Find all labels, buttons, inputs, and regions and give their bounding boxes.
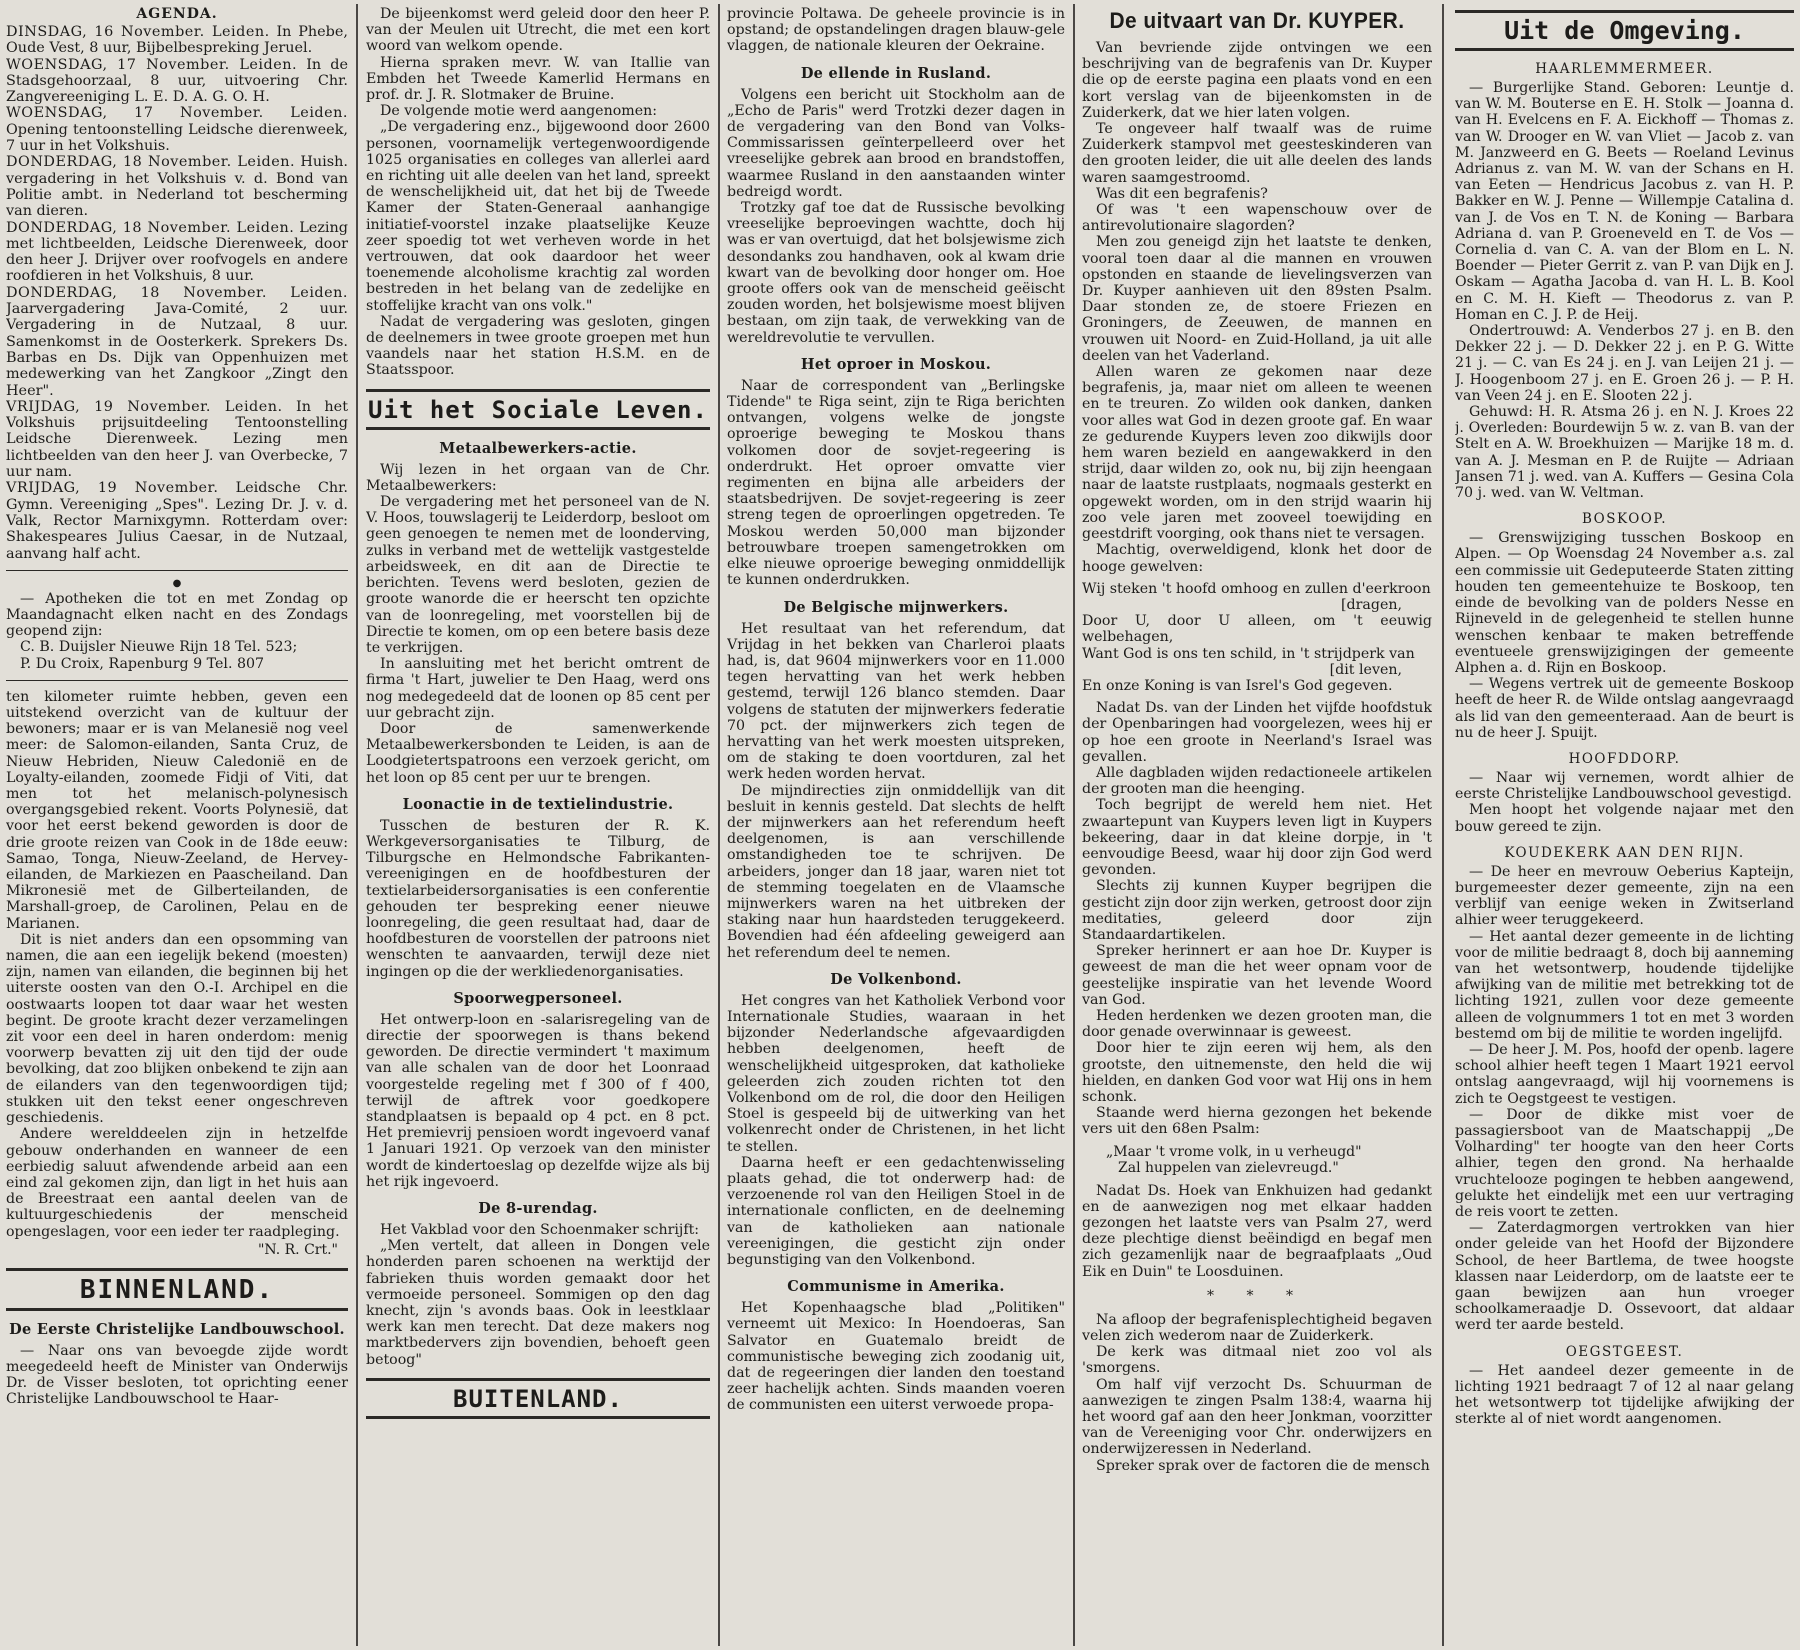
- place-heading: BOSKOOP.: [1582, 511, 1667, 528]
- article-paragraph: Naar de correspondent van „Berlingske Tidende" te Riga seint, zijn te Riga berichten ontvangen, volgens welke de jongste oproerige beweging te Moskou thans volkomen door de sovjet-regeering is onderdrukt. Het oproer omvatte vier regimenten en bijna alle arbeiders der staatsbedrijven. De sovjet-regeering is zeer streng tegen de oproerlingen opgetreden. Te Moskou werden 50,000 man bijzonder betrouwbare troepen samengetrokken om elke nieuwe oproerige beweging onmiddellijk te kunnen onderdrukken.: [727, 377, 1065, 589]
- agenda-item: DINSDAG, 16 November. Leiden. In Phebe, Oude Vest, 8 uur, Bijbelbespreking Jeruel.: [6, 24, 348, 57]
- agenda-item: VRIJDAG, 19 November. Leiden. In het Volkshuis prijsuitdeeling Tentoonstelling Leidsche Dierenweek. Lezing men lichtbeelden van den heer J. van Overbecke, 7 uur nam.: [6, 398, 348, 481]
- article-heading: Spoorwegpersoneel.: [453, 989, 623, 1007]
- article-paragraph: Het congres van het Katholiek Verbond voor Internationale Studies, waaraan in het bijzonder Nederlandsche afgevaardigden hebben deelgenomen, heeft de wenschelijkheid uitgesproken, dat katholieke geleerden zich zouden richten tot den Volkenbond om de rol, die door den Heiligen Stoel is gespeeld bij de uitwerking van het volkenrecht onder de Christenen, in het licht te stellen.: [727, 992, 1065, 1155]
- place-heading: OEGSTGEEST.: [1565, 1343, 1684, 1360]
- psalm-verse: Wij steken 't hoofd omhoog en zullen d'eerkroon: [1082, 580, 1431, 597]
- article-paragraph: Nadat Ds. van der Linden het vijfde hoofdstuk der Openbaringen had voorgelezen, wees hij er op hoe een groote in Neerland's Israel was gevallen.: [1082, 700, 1432, 765]
- article-paragraph: Slechts zij kunnen Kuyper begrijpen die gesticht zijn door zijn werken, getroost door zijn meditaties, geleerd door zijn Standaardartikelen.: [1082, 878, 1432, 943]
- bullet-dot-icon: ●: [172, 577, 182, 589]
- agenda-list: [6, 24, 348, 562]
- psalm-verse: Want God is ons ten schild, in 't strijdperk van: [1082, 645, 1415, 662]
- article-paragraph: „Men vertelt, dat alleen in Dongen vele honderden paren schoenen na werktijd der fabrieken thuis worden gemaakt door het vermoeide personeel. Sommigen op den dag knecht, zijn 's avonds baas. Ook in leestklaar werk kan men terecht. Dat deze makers nog marktbedervers zijn bovendien, behoeft geen betoog": [366, 1238, 710, 1368]
- article-paragraph: De volgende motie werd aangenomen:: [380, 103, 658, 120]
- article-paragraph: Door de samenwerkende Metaalbewerkersbonden te Leiden, is aan de Loodgietertspatroons een verzoek gericht, om het loon op 85 cent per uur te brengen.: [366, 720, 710, 786]
- section-stars: * * *: [1207, 1287, 1307, 1304]
- agenda-item: WOENSDAG, 17 November. Leiden. Opening tentoonstelling Leidsche dierenweek, 7 uur in het Volkshuis.: [6, 105, 348, 155]
- article-paragraph: Allen waren ze gekomen naar deze begrafenis, ja, maar niet om alleen te weenen en te treuren. Zo wilden ook danken, danken voor alles wat God in dezen groote gaf. En waar ze gedurende Kuypers leven zoo dikwijls door hem waren bezield en aangewakkerd in den strijd, daar wilden zo, ook nu, bij zijn heengaan naar de laatste rustplaats, nogmaals gesterkt en opgewekt worden, om in den strijd waarin hij zoo vele jaren met zooveel toewijding en geestdrift voorging, ook thans niet te versagen.: [1082, 364, 1432, 543]
- column-1: [6, 6, 348, 1644]
- article-heading: Het oproer in Moskou.: [800, 355, 992, 373]
- article-paragraph: Te ongeveer half twaalf was de ruime Zuiderkerk stampvol met geesteskinderen van den grooten leider, die uit alle deelen des lands waren saamgestroomd.: [1082, 121, 1432, 186]
- article-paragraph: Spreker herinnert er aan hoe Dr. Kuyper is geweest de man die het weer opnam voor de geestelijke inspiratie van het levende Woord van God.: [1082, 943, 1432, 1008]
- place-heading: HAARLEMMERMEER.: [1535, 61, 1714, 77]
- article-paragraph: — Het aandeel dezer gemeente in de lichting 1921 bedraagt 7 of 12 al naar gelang het wetsontwerp tot tijdelijke afwijking der sterkte al of niet wordt aangenomen.: [1455, 1362, 1794, 1428]
- psalm-verse: [dragen,: [1341, 596, 1402, 613]
- column-rule: [1073, 4, 1075, 1646]
- place-heading: KOUDEKERK AAN DEN RIJN.: [1504, 844, 1745, 861]
- section-banner-sociale-leven: Uit het Sociale Leven.: [366, 389, 710, 430]
- column-rule: [1442, 4, 1444, 1646]
- agenda-item: VRIJDAG, 19 November. Leidsche Chr. Gymn. Vereeniging „Spes". Lezing Dr. J. v. d. Valk, Rector Marnixgymn. Rotterdam over: Shakespeares Julius Caesar, in de Nutzaal, aanvang half acht.: [6, 480, 348, 562]
- agenda-item: DONDERDAG, 18 November. Leiden. Huish. vergadering in het Volkshuis v. d. Bond van Politie ambt. in Nederland tot bescherming van dieren.: [6, 154, 348, 220]
- article-paragraph: In aansluiting met het bericht omtrent de firma 't Hart, juwelier te Den Haag, werd ons nog medegedeeld dat de loonen op 85 cent per uur gebracht zijn.: [366, 656, 710, 721]
- apotheken-notice: — Apotheken die tot en met Zondag op Maandagnacht elken nacht en des Zondags geopend zijn:: [6, 590, 348, 640]
- article-heading: De Volkenbond.: [830, 970, 962, 988]
- agenda-item: DONDERDAG, 18 November. Leiden. Lezing met lichtbeelden, Leidsche Dierenweek, door den heer J. Drijver over roofvogels en andere roofdieren in het Volkshuis, 8 uur.: [6, 219, 348, 285]
- article-paragraph: Van bevriende zijde ontvingen we een beschrijving van de begrafenis van Dr. Kuyper die op de eerste pagina een plaats vond en een kort verslag van de bijeenkomsten in de Zuiderkerk, dat we hier laten volgen.: [1082, 40, 1432, 121]
- article-paragraph: Het Vakblad voor den Schoenmaker schrijft:: [380, 1222, 700, 1238]
- article-paragraph: Alle dagbladen wijden redactioneele artikelen der grooten man die heenging.: [1082, 764, 1432, 798]
- article-paragraph: Men hoopt het volgende najaar met den bouw gereed te zijn.: [1455, 802, 1794, 835]
- apotheek-line: P. Du Croix, Rapenburg 9 Tel. 807: [20, 655, 265, 672]
- article-paragraph: Het ontwerp-loon en -salarisregeling van de directie der spoorwegen is thans bekend geworden. De directie vermindert 't maximum van alle schalen van de door het Loonraad voorgestelde regeling met f 300 of f 400, terwijl de aftrek voor goedkopere standplaatsen is bepaald op 4 pct. en 8 pct. Het premievrij pensioen wordt ingevoerd vanaf 1 Januari 1921. Op verzoek van den minister wordt de kindertoeslag op dezelfde wijze als bij het rijk ingevoerd.: [366, 1011, 710, 1190]
- article-paragraph: — Zaterdagmorgen vertrokken van hier onder geleide van het Hoofd der Bijzondere School, de heer Bartlema, de twee hoogste klassen naar Leiderdorp, om de laatste eer te gaan bewijzen aan hun vroeger schoolkameraadje D. Ossevoort, dat aldaar werd ter aarde besteld.: [1455, 1220, 1794, 1334]
- article-title-uitvaart: De uitvaart van Dr. KUYPER.: [1109, 8, 1405, 33]
- article-paragraph: Hierna spraken mevr. W. van Itallie van Embden het Tweede Kamerlid Hermans en prof. dr. J. R. Slotmaker de Bruine.: [366, 54, 710, 104]
- article-heading: De Eerste Christelijke Landbouwschool.: [9, 1320, 345, 1338]
- article-heading: De 8-urendag.: [478, 1200, 598, 1217]
- article-paragraph: provincie Poltawa. De geheele provincie is in opstand; de opstandelingen dragen blauw-gele vlaggen, de nationale kleuren der Oekraine.: [727, 6, 1065, 55]
- apotheek-line: C. B. Duijsler Nieuwe Rijn 18 Tel. 523;: [20, 639, 298, 656]
- article-paragraph: Men zou geneigd zijn het laatste te denken, vooral toen daar al die mannen en vrouwen opstonden en staande de lievelingsverzen van Dr. Kuyper aanhieven uit den 89sten Psalm. Daar stonden ze, de stoere Friezen en Groningers, de Zeeuwen, de mannen en vrouwen uit Noord- en Zuid-Holland, ja uit alle deelen van het Vaderland.: [1082, 234, 1432, 364]
- psalm-verse: Door U, door U alleen, om 't eeuwig welbehagen,: [1082, 613, 1432, 646]
- article-paragraph: — De heer J. M. Pos, hoofd der openb. lagere school alhier heeft tegen 1 Maart 1921 eervol ontslag aangevraagd, wijl hij voornemens is zich te Oegstgeest te vestigen.: [1455, 1041, 1794, 1107]
- article-paragraph: Andere werelddeelen zijn in hetzelfde gebouw onderhanden en wanneer de een eerbiedig saluut afwendende arbeid aan een eind zal gekomen zijn, dan ligt in het huis aan de Breestraat een aantal deelen van de kultuurgeschiedenis der menscheid opengeslagen, voor een ieder ter raadpleging.: [6, 1126, 348, 1240]
- article-paragraph: Dit is niet anders dan een opsomming van namen, die aan een iegelijk bekend (moesten) zijn, namen van eilanden, die beginnen bij het uiterste oosten van den O.-I. Archipel en die oostwaarts loopen tot daar waar het westen begint. De groote kracht dezer verzamelingen zit voor een deel in haren onderdom: menig voorwerp bevatten zij uit den tijd der oude bevolking, dat zoo blijken onbekend te zijn aan de eilanders van den tegenwoordigen tijd; stukken uit den tekst eener ongeschreven geschiedenis.: [6, 931, 348, 1127]
- article-paragraph: Machtig, overweldigend, klonk het door de hooge gewelven:: [1082, 542, 1432, 575]
- article-paragraph: Daarna heeft er een gedachtenwisseling plaats gehad, die tot onderwerp had: de verzoenende rol van den Heiligen Stoel in de internationale conflicten, en de deelneming van de katholieken aan nationale vereenigingen, die gesticht zijn onder begunstiging van den Volkenbond.: [727, 1154, 1065, 1269]
- article-paragraph: — Het aantal dezer gemeente in de lichting voor de militie bedraagt 8, doch bij aanneming van het wetsontwerp, houdende tijdelijke afwijking van de militie met betrekking tot de lichting 1921, zullen voor deze gemeente alleen de volgnummers 1 tot en met 3 worden bestemd om bij de militie te worden ingelijfd.: [1455, 928, 1794, 1042]
- column-2: [366, 6, 710, 1644]
- article-paragraph: Nadat de vergadering was gesloten, gingen de deelnemers in twee groote groepen met hun vaandels naar het station H.S.M. en de Staatsspoor.: [366, 313, 710, 379]
- article-paragraph: De bijeenkomst werd geleid door den heer P. van der Meulen uit Utrecht, die met een kort woord van welkom opende.: [366, 6, 710, 55]
- agenda-item: WOENSDAG, 17 November. Leiden. In de Stadsgehoorzaal, 8 uur, uitvoering Chr. Zangvereeniging L. E. D. A. G. O. H.: [6, 56, 348, 106]
- article-paragraph: ten kilometer ruimte hebben, geven een uitstekend overzicht van de kultuur der bewoners; maar er is van Melanesië nog veel meer: de Salomon-eilanden, Santa Cruz, de Nieuw Hebriden, Nieuw Caledonië en de Loyalty-eilanden, zoomede Fidji of Viti, dat men tot het melanisch-polynesisch overgangsgebied rekent. Voorts Polynesië, dat voor het eerst bekend geworden is door de drie groote reizen van Cook in de 18de eeuw: Samao, Tonga, Nieuw-Zeeland, de Hervey-eilanden, de Markiezen en Paascheiland. Dan Mikronesië met de Gilberteilanden, de Marshall-groep, de Carolinen, Pelau en de Marianen.: [6, 688, 348, 932]
- article-paragraph: Tusschen de besturen der R. K. Werkgeversorganisaties te Tilburg, de Tilburgsche en Helmondsche Fabrikanten-vereenigingen en de hoofdbesturen der textielarbeidersorganisaties is een conferentie gehouden ter bespreking eener nieuwe loonregeling, die geen resultaat had, daar de hoofdbesturen de voorstellen der patroons niet wenschten te aanvaarden, terwijl deze niet ingingen op die der werkliedenorganisaties.: [366, 817, 710, 980]
- article-paragraph: Trotzky gaf toe dat de Russische bevolking vreeselijke beproevingen wachtte, doch hij was er van overtuigd, dat het bolsjewisme zich desondanks zou handhaven, ook al kwam drie kwart van de bevolking door honger om. Hoe groote offers ook van de menscheid geëischt zouden worden, het bolsjewisme moest blijven bestaan, om zijn taak, de verwekking van de wereldrevolutie te vervullen.: [727, 200, 1065, 346]
- article-paragraph: — Door de dikke mist voer de passagiersboot van de Maatschappij „De Volharding" ter hoogte van den heer Corts alhier, tegen den grond. Na herhaalde vruchtelooze pogingen te hebben aangewend, gelukte het eindelijk met een uur vertraging de reis voort te zetten.: [1455, 1106, 1794, 1220]
- column-4: [1082, 6, 1432, 1644]
- article-paragraph: Na afloop der begrafenisplechtigheid begaven velen zich wederom naar de Zuiderkerk.: [1082, 1311, 1432, 1345]
- article-heading: Communisme in Amerika.: [787, 1278, 1005, 1296]
- article-heading: De Belgische mijnwerkers.: [783, 598, 1009, 616]
- section-banner-omgeving: Uit de Omgeving.: [1455, 10, 1794, 51]
- article-paragraph: Wij lezen in het orgaan van de Chr. Metaalbewerkers:: [366, 461, 710, 494]
- article-paragraph: — Burgerlijke Stand. Geboren: Leuntje d. van W. M. Bouterse en E. H. Stolk — Joanna d. van H. Evelcens en F. A. Eickhoff — Thomas z. van W. Drooger en W. van Vliet — Jacob z. van M. Janzweerd en G. Beets — Roeland Levinus Adrianus z. van M. W. van der Schans en H. van Eeten — Hendricus Jacobus z. van H. P. Bakker en W. J. Penne — Willempje Catalina d. van J. de Vos en T. N. de Koning — Barbara Adriana d. van P. Groeneveld en T. de Vos — Cornelia d. van C. A. van der Blom en L. N. Boender — Pieter Gerrit z. van P. van Dijk en J. Oskam — Agatha Jacoba d. van H. L. B. Kool en C. M. H. Kieft — Theodorus z. van P. Homan en C. J. P. de Heij.: [1455, 80, 1794, 323]
- article-paragraph: Gehuwd: H. R. Atsma 26 j. en N. J. Kroes 22 j. Overleden: Bourdewijn 5 w. z. van B. van der Stelt en A. W. Broekhuizen — Marijke 18 m. d. van A. J. Mesman en P. de Ruijte — Adriaan Jansen 71 j. wed. van A. Kuffers — Gesina Cola 70 j. wed. van W. Veltman.: [1455, 404, 1794, 502]
- agenda-item: DONDERDAG, 18 November. Leiden. Jaarvergadering Java-Comité, 2 uur. Vergadering in de Nutzaal, 8 uur. Samenkomst in de Oosterkerk. Sprekers Ds. Barbas en Ds. Dijk van Oppenhuizen met medewerking van het Zangkoor „Zingt den Heer".: [6, 284, 348, 399]
- article-paragraph: — Wegens vertrek uit de gemeente Boskoop heeft de heer R. de Wilde ontslag aangevraagd als lid van den gemeenteraad. Aan de beurt is nu de heer J. Spuijt.: [1455, 676, 1794, 741]
- column-3: [727, 6, 1065, 1644]
- article-heading: De ellende in Rusland.: [800, 64, 992, 82]
- psalm-verse: En onze Koning is van Isrel's God gegeven.: [1082, 677, 1393, 694]
- place-heading: HOOFDDORP.: [1568, 750, 1681, 767]
- article-paragraph: Toch begrijpt de wereld hem niet. Het zwaartepunt van Kuypers leven ligt in Kuypers bekeering, daar in dat kleine dorpje, in 't eenvoudige Beesd, waar hij door zijn God werd gevonden.: [1082, 797, 1432, 879]
- article-paragraph: — Grenswijziging tusschen Boskoop en Alpen. — Op Woensdag 24 November a.s. zal een commissie uit Gedeputeerde Staten zitting houden ten gemeentehuize te Boskoop, ten einde de bevolking van de polders Nesse en Rijneveld in de gelegenheid te stellen hunne wenschen kenbaar te maken betreffende eventueele grenswijzigingen der gemeente Alphen a. d. Rijn en Boskoop.: [1455, 530, 1794, 676]
- column-rule: [718, 4, 720, 1646]
- psalm-verse: [dit leven,: [1329, 661, 1402, 678]
- section-banner-binnenland: BINNENLAND.: [6, 1268, 348, 1311]
- article-paragraph: Het Kopenhaagsche blad „Politiken" verneemt uit Mexico: In Hoendoeras, San Salvator en Guatemalo breidt de communistische beweging zich zoodanig uit, dat de regeeringen dier landen den toestand zeer hachelijk achten. Sinds maanden voeren de communisten een uiterst verwoede propa-: [727, 1300, 1065, 1414]
- article-heading: Loonactie in de textielindustrie.: [402, 795, 674, 813]
- article-paragraph: De mijndirecties zijn onmiddellijk van dit besluit in kennis gesteld. Dat slechts de helft der mijnwerkers aan het referendum heeft deelgenomen, is aan verschillende omstandigheden toe te schrijven. De arbeiders, jonger dan 18 jaar, waren niet tot de stemming toegelaten en de Vlaamsche mijnwerkers waren na het uitbreken der staking naar hun haardsteden teruggekeerd. Bovendien had één afdeeling geweigerd aan het referendum deel te nemen.: [727, 782, 1065, 961]
- section-banner-buitenland: BUITENLAND.: [366, 1378, 710, 1419]
- article-paragraph: Staande werd hierna gezongen het bekende vers uit den 68en Psalm:: [1082, 1105, 1432, 1138]
- article-paragraph: Heden herdenken we dezen grooten man, die door genade overwinnaar is geweest.: [1082, 1007, 1432, 1041]
- article-paragraph: Het resultaat van het referendum, dat Vrijdag in het bekken van Charleroi plaats had, is, dat 9604 mijnwerkers voor en 11.000 tegen hervatting van het werk hebben gestemd, terwijl 126 blanco stemden. Daar volgens de statuten der mijnwerkers federatie 70 pct. der mijnwerkers zich tegen de hervatting van het werk moesten uitspreken, om de staking te doen voortduren, zal het werk heden worden hervat.: [727, 620, 1065, 783]
- article-paragraph: Was dit een begrafenis?: [1096, 185, 1268, 202]
- column-5: [1455, 6, 1794, 1644]
- article-paragraph: — Naar ons van bevoegde zijde wordt meegedeeld heeft de Minister van Onderwijs Dr. de Visser besloten, tot oprichting eener Christelijke Landbouwschool te Haar-: [6, 1342, 348, 1408]
- article-paragraph: Of was 't een wapenschouw over de antirevolutionaire slagorden?: [1082, 202, 1432, 235]
- psalm-quote: „Maar 't vrome volk, in u verheugd" Zal huppelen van zielevreugd.": [1106, 1143, 1362, 1177]
- article-paragraph: Door hier te zijn eeren wij hem, als den grootste, den uitnemenste, den held die wij hielden, en danken God voor wat Hij ons in hem schonk.: [1082, 1040, 1432, 1105]
- article-paragraph: Volgens een bericht uit Stockholm aan de „Echo de Paris" werd Trotzki dezer dagen in de vergadering van den Bond van Volks-Commissarissen geïnterpelleerd over het vreeselijke gebrek aan brood en brandstoffen, waarmee Rusland in den aanstaanden winter bedreigd wordt.: [727, 86, 1065, 200]
- article-paragraph: — De heer en mevrouw Oeberius Kapteijn, burgemeester dezer gemeente, zijn na een verblijf van eenige weken in Zwitserland alhier weer teruggekeerd.: [1455, 863, 1794, 929]
- article-paragraph: Om half vijf verzocht Ds. Schuurman de aanwezigen te zingen Psalm 138:4, waarna hij het woord gaf aan den heer Jonkman, voorzitter van de Vereeniging voor Chr. onderwijzers en onderwijzeressen in Nederland.: [1082, 1376, 1432, 1458]
- source-signature: "N. R. Crt.": [257, 1241, 338, 1258]
- agenda-heading: AGENDA.: [136, 6, 218, 22]
- article-heading: Metaalbewerkers-actie.: [439, 439, 637, 457]
- column-rule: [356, 4, 358, 1646]
- article-paragraph: De vergadering met het personeel van de N. V. Hoos, touwslagerij te Leiderdorp, besloot om geen genoegen te nemen met de loonderving, zulks in verband met de wettelijk vastgestelde arbeidsweek, en dit aan de Directie te berichten. Tevens werd besloten, gezien de groote wanorde die er heerscht ten opzichte van de loonregeling, met voorstellen bij de Directie te komen, om op een betere basis deze te verkrijgen.: [366, 494, 710, 656]
- divider: [6, 680, 348, 681]
- article-paragraph: Nadat Ds. Hoek van Enkhuizen had gedankt en de aanwezigen nog met elkaar hadden gezongen het laatste vers van Psalm 27, werd deze plechtige dienst beëindigd en begaf men zich gezamenlijk naar de begraafplaats „Oud Eik en Duin" te Loosduinen.: [1082, 1182, 1432, 1280]
- article-paragraph: — Naar wij vernemen, wordt alhier de eerste Christelijke Landbouwschool gevestigd.: [1455, 769, 1794, 803]
- article-paragraph: Spreker sprak over de factoren die de mensch: [1096, 1457, 1430, 1474]
- motion-quote: „De vergadering enz., bijgewoond door 2600 personen, voornamelijk vertegenwoordigende 1025 organisaties en colleges van allerlei aard en richting uit alle deelen van het land, spreekt de wenschelijkheid uit, dat het bij de Tweede Kamer der Staten-Generaal aanhangige initiatief-voorstel inzake plaatselijke Keuze zeer spoedig tot wet verheven worde in het vertrouwen, dat ook daardoor het weer toenemende alcoholisme krachtig zal worden bestreden in het belang van de zedelijke en stoffelijke kracht van ons volk.": [366, 119, 710, 314]
- divider: [6, 570, 348, 571]
- article-paragraph: Ondertrouwd: A. Venderbos 27 j. en B. den Dekker 22 j. — D. Dekker 22 j. en P. G. Witte 21 j. — C. van Es 24 j. en J. van Leijen 21 j. — J. Hoogenboom 27 j. en E. Groen 26 j. — P. H. van Veen 24 j. en E. Slooten 22 j.: [1455, 323, 1794, 404]
- article-paragraph: De kerk was ditmaal niet zoo vol als 'smorgens.: [1082, 1344, 1432, 1377]
